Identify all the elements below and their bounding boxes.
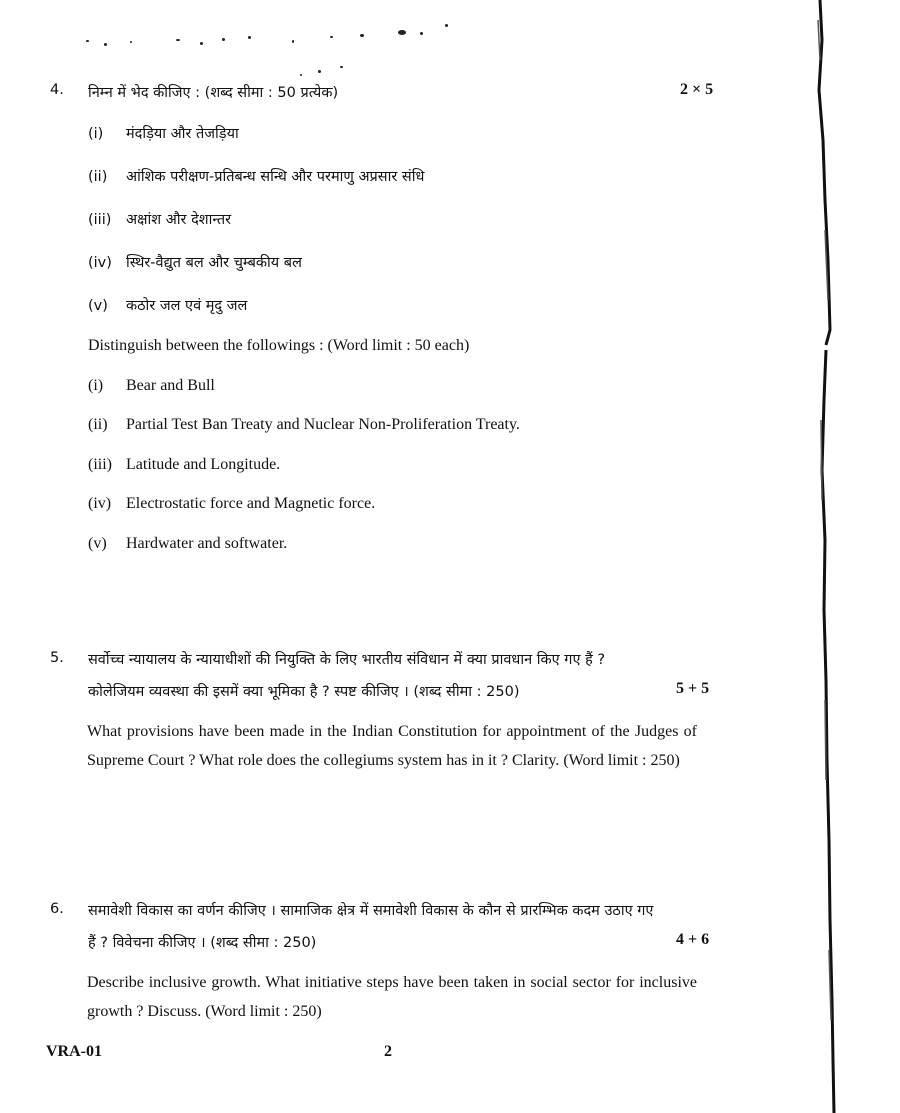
question-text-english: What provisions have been made in the Indian Constitution for appointment of the Judges of Supreme Court ? What role does the collegiums system has in it ? Clarity. (Word limit : 250) [87,723,697,769]
item-number: (iv) [88,255,112,271]
item-text: अक्षांश और देशान्तर [126,212,232,228]
list-item [88,535,287,553]
question-number: 4. [50,82,64,98]
question-number: 6. [50,901,64,917]
marks: 2 × 5 [680,81,714,98]
question-text-hindi-line1: सर्वोच्च न्यायालय के न्यायाधीशों की नियुक्ति के लिए भारतीय संविधान में क्या प्रावधान किए गए हैं ? [88,652,606,668]
item-number: (v) [88,535,107,552]
item-text: Partial Test Ban Treaty and Nuclear Non-Proliferation Treaty. [126,416,520,433]
list-item [88,377,215,395]
torn-edge [816,0,856,1113]
question-title-hindi: निम्न में भेद कीजिए : (शब्द सीमा : 50 प्रत्येक) [88,85,339,101]
item-text: Hardwater and softwater. [126,535,288,552]
item-number: (i) [88,377,104,394]
list-item [88,209,231,229]
question-text-hindi-line1: समावेशी विकास का वर्णन कीजिए । सामाजिक क्षेत्र में समावेशी विकास के कौन से प्रारम्भिक कदम उठाए गए [88,903,654,919]
marks: 4 + 6 [676,931,710,948]
question-text-hindi-line2: हैं ? विवेचना कीजिए । (शब्द सीमा : 250) [88,935,317,951]
question-text-hindi-line2: कोलेजियम व्यवस्था की इसमें क्या भूमिका है ? स्पष्ट कीजिए । (शब्द सीमा : 250) [88,684,520,700]
marks: 5 + 5 [676,680,710,697]
item-number: (i) [88,126,104,142]
item-number: (iii) [88,456,112,473]
list-item [88,252,302,272]
item-text: Bear and Bull [126,377,215,394]
question-text-english: Describe inclusive growth. What initiative steps have been taken in social sector for inclusive growth ? Discuss. (Word limit : 250) [87,974,697,1020]
page-number: 2 [384,1043,392,1060]
item-text: स्थिर-वैद्युत बल और चुम्बकीय बल [126,255,302,271]
item-number: (iv) [88,495,112,512]
list-item [88,295,247,315]
list-item [88,416,520,434]
question-title-english: Distinguish between the followings : (Word limit : 50 each) [88,337,470,354]
item-text: आंशिक परीक्षण-प्रतिबन्ध सन्धि और परमाणु अप्रसार संधि [126,169,425,185]
item-text: Electrostatic force and Magnetic force. [126,495,376,512]
paper-code: VRA-01 [46,1043,102,1060]
item-text: Latitude and Longitude. [126,456,281,473]
list-item [88,123,239,143]
item-number: (iii) [88,212,112,228]
question-number: 5. [50,650,64,666]
item-number: (ii) [88,416,108,433]
list-item [88,495,375,513]
item-number: (v) [88,298,108,314]
list-item [88,166,424,186]
list-item [88,456,280,474]
item-text: मंदड़िया और तेजड़िया [126,126,239,142]
item-number: (ii) [88,169,108,185]
item-text: कठोर जल एवं मृदु जल [126,298,248,314]
